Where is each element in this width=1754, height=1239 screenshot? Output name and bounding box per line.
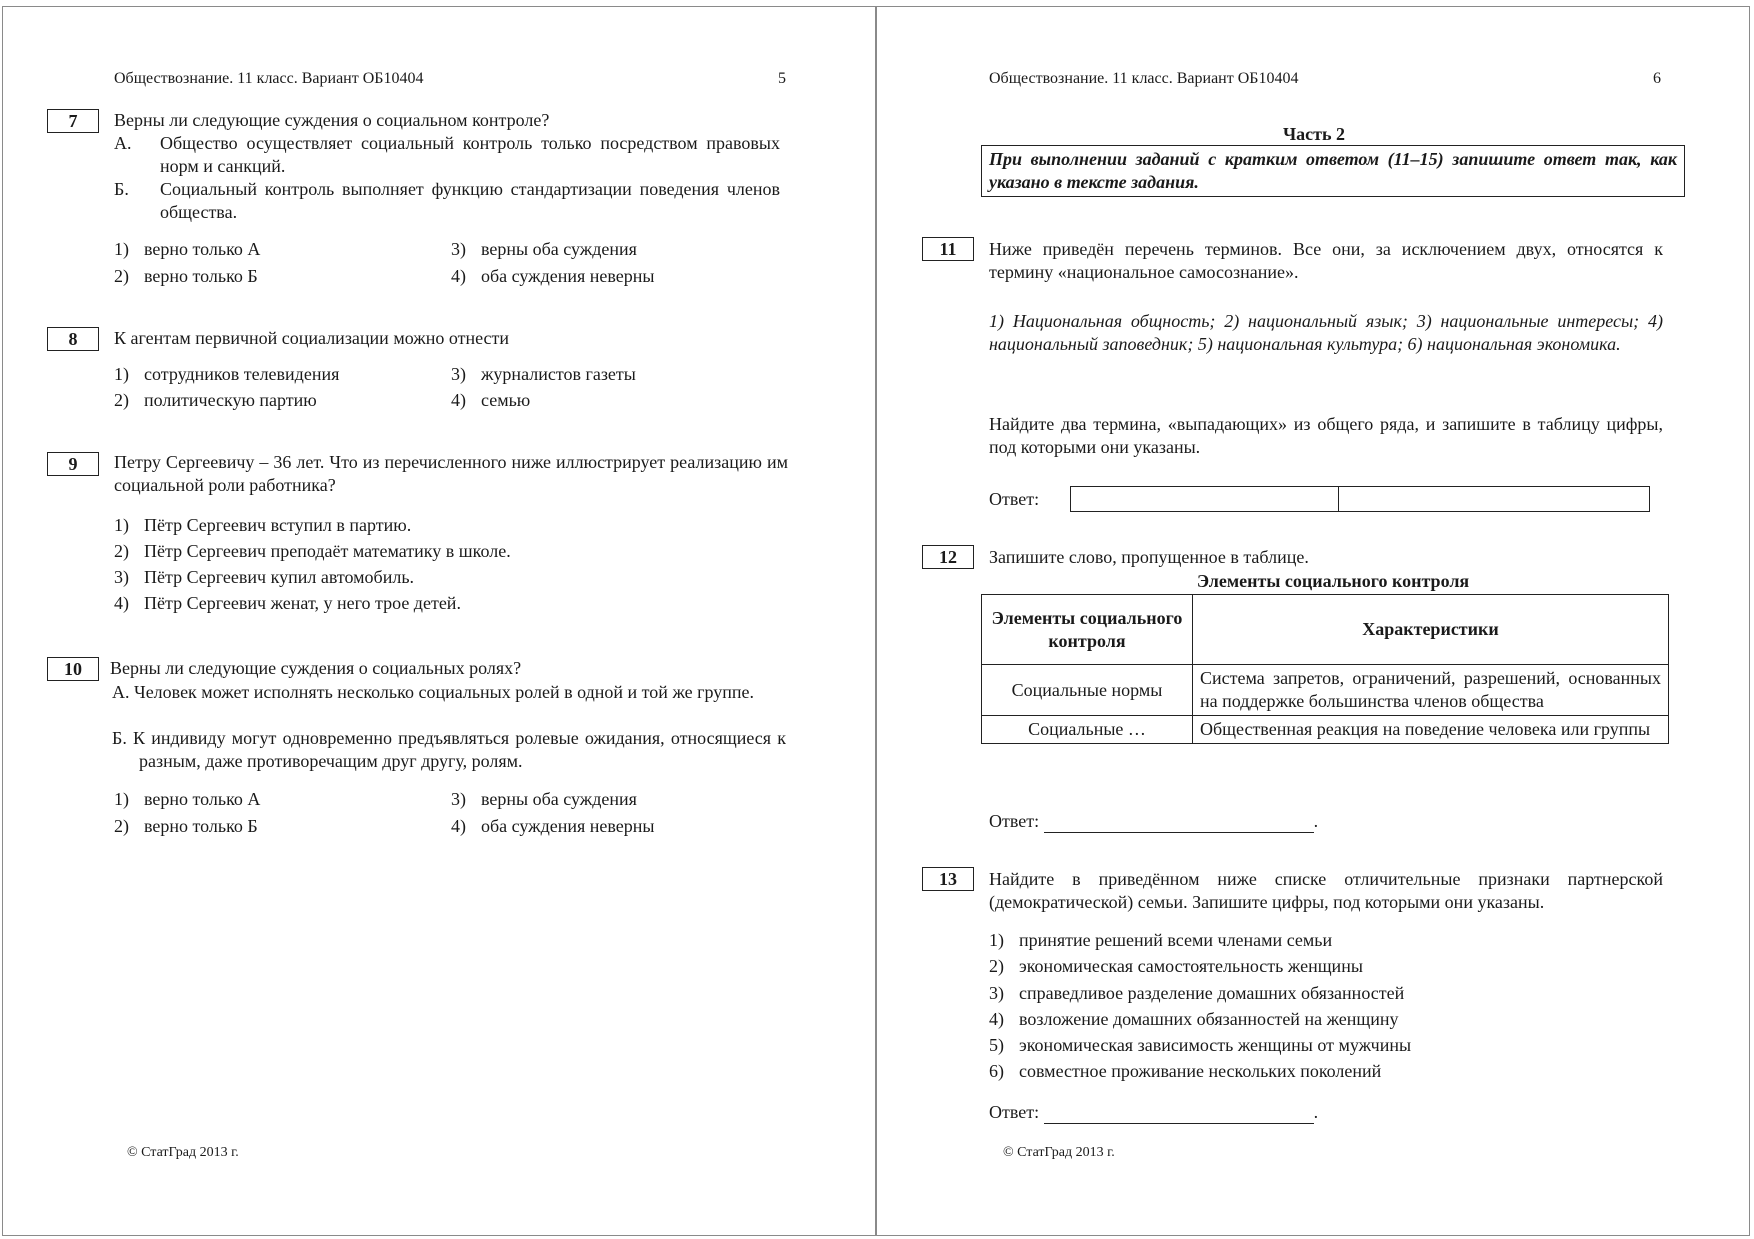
answer-option: 1) верно только А: [114, 239, 261, 259]
answer-option: 3) Пётр Сергеевич купил автомобиль.: [114, 567, 415, 587]
answer-option: 4) Пётр Сергеевич женат, у него трое детей.: [114, 593, 461, 613]
answer-option: 2) экономическая самостоятельность женщины: [989, 956, 1363, 976]
question-number-12: 12: [922, 545, 974, 569]
answer-option: 4) оба суждения неверны: [451, 266, 655, 286]
page-header: Обществознание. 11 класс. Вариант ОБ10404: [989, 70, 1299, 87]
answer-option: 1) сотрудников телевидения: [114, 364, 340, 384]
answer-option: 2) Пётр Сергеевич преподаёт математику в школе.: [114, 541, 511, 561]
question-number-7: 7: [47, 109, 99, 133]
question-11-text: Ниже приведён перечень терминов. Все они, за исключением двух, относятся к термину «национальное самосознание».: [989, 239, 1663, 282]
answer-end: .: [1313, 1102, 1319, 1122]
answer-line[interactable]: [1044, 814, 1314, 833]
page-number: 6: [1653, 70, 1661, 87]
question-12-text: Запишите слово, пропущенное в таблице.: [989, 547, 1309, 567]
answer-option: 4) возложение домашних обязанностей на женщину: [989, 1009, 1399, 1029]
answer-table[interactable]: [1070, 486, 1650, 512]
part-title: Часть 2: [1282, 124, 1346, 144]
answer-end: .: [1313, 811, 1319, 831]
answer-label: Ответ:: [989, 489, 1040, 509]
question-10-text: Верны ли следующие суждения о социальных ролях?: [110, 658, 522, 678]
table-row: [982, 716, 1669, 744]
answer-label: Ответ:: [989, 1102, 1040, 1122]
question-number-9: 9: [47, 452, 99, 476]
page-number: 5: [778, 70, 786, 87]
table-header-characteristics: Характеристики: [1193, 595, 1669, 665]
question-number-11: 11: [922, 237, 974, 261]
copyright: © СтатГрад 2013 г.: [127, 1145, 239, 1160]
question-8-text: К агентам первичной социализации можно отнести: [114, 328, 510, 348]
question-13-text: Найдите в приведённом ниже списке отличительные признаки партнерской (демократической) семьи. Запишите цифры, под которыми они указаны.: [989, 869, 1663, 912]
answer-row: [989, 810, 1318, 833]
statement-b-label: Б.: [114, 179, 129, 199]
answer-option: 3) справедливое разделение домашних обязанностей: [989, 983, 1405, 1003]
control-elements-table: [981, 594, 1669, 744]
answer-option: 3) журналистов газеты: [451, 364, 636, 384]
table-cell-characteristic: Система запретов, ограничений, разрешений, основанных на поддержке большинства членов общества: [1193, 665, 1669, 716]
statement-a-label: А.: [114, 133, 132, 153]
answer-option: 4) оба суждения неверны: [451, 816, 655, 836]
table-title: Элементы социального контроля: [1196, 571, 1470, 591]
answer-option: 2) политическую партию: [114, 390, 317, 410]
table-header-elements: Элементы социального контроля: [982, 595, 1193, 665]
question-number-8: 8: [47, 327, 99, 351]
question-number-10: 10: [47, 657, 99, 681]
question-9-text: Петру Сергеевичу – 36 лет. Что из перечисленного ниже иллюстрирует реализацию им социальной роли работника?: [114, 452, 788, 495]
terms-list: 1) Национальная общность; 2) национальный язык; 3) национальные интересы; 4) национальный заповедник; 5) национальная культура; 6) национальная экономика.: [989, 311, 1663, 354]
table-cell-element: Социальные …: [982, 716, 1193, 744]
answer-row: [989, 1101, 1318, 1124]
statement-a: А. Человек может исполнять несколько социальных ролей в одной и той же группе.: [112, 682, 755, 702]
table-cell-element: Социальные нормы: [982, 665, 1193, 716]
table-row: [982, 665, 1669, 716]
answer-option: 6) совместное проживание нескольких поколений: [989, 1061, 1382, 1081]
answer-line[interactable]: [1044, 1105, 1314, 1124]
answer-cell-divider: [1338, 487, 1339, 511]
answer-option: 2) верно только Б: [114, 816, 258, 836]
answer-option: 1) Пётр Сергеевич вступил в партию.: [114, 515, 412, 535]
question-number-13: 13: [922, 867, 974, 891]
statement-b: Социальный контроль выполняет функцию стандартизации поведения членов общества.: [160, 179, 780, 222]
instruction-box: При выполнении заданий с кратким ответом (11–15) запишите ответ так, как указано в тексте задания.: [981, 145, 1685, 197]
answer-option: 3) верны оба суждения: [451, 789, 637, 809]
question-11-task: Найдите два термина, «выпадающих» из общего ряда, и запишите в таблицу цифры, под которыми они указаны.: [989, 414, 1663, 457]
answer-label: Ответ:: [989, 811, 1040, 831]
answer-option: 1) верно только А: [114, 789, 261, 809]
answer-option: 1) принятие решений всеми членами семьи: [989, 930, 1333, 950]
table-cell-characteristic: Общественная реакция на поведение человека или группы: [1193, 716, 1669, 744]
statement-a: Общество осуществляет социальный контроль только посредством правовых норм и санкций.: [160, 133, 780, 176]
statement-b: Б. К индивиду могут одновременно предъявляться ролевые ожидания, относящиеся к разным, даже противоречащим друг другу, ролям.: [112, 728, 786, 771]
page-header: Обществознание. 11 класс. Вариант ОБ10404: [114, 70, 424, 87]
copyright: © СтатГрад 2013 г.: [1003, 1145, 1115, 1160]
answer-option: 4) семью: [451, 390, 531, 410]
answer-option: 2) верно только Б: [114, 266, 258, 286]
question-7-text: Верны ли следующие суждения о социальном контроле?: [114, 110, 550, 130]
answer-option: 3) верны оба суждения: [451, 239, 637, 259]
right-page: [876, 6, 1750, 1236]
answer-option: 5) экономическая зависимость женщины от мужчины: [989, 1035, 1412, 1055]
left-page: [2, 6, 876, 1236]
